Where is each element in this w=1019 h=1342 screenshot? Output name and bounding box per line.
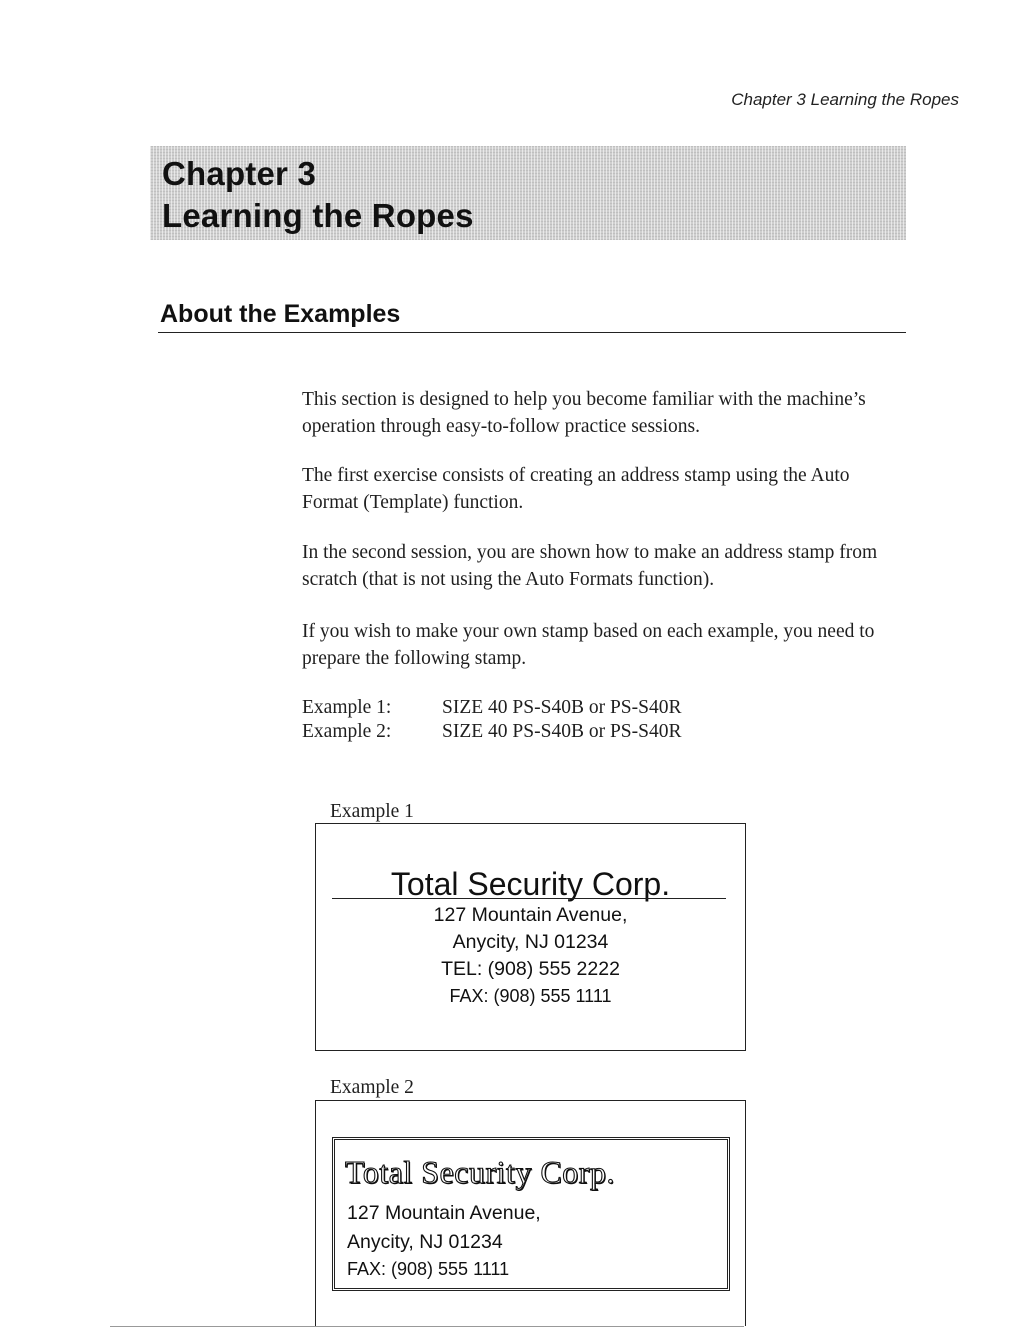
section-divider xyxy=(158,332,906,333)
example2-address-line: 127 Mountain Avenue, xyxy=(347,1202,541,1224)
example2-stamp-frame xyxy=(315,1100,746,1326)
example-size-value: SIZE 40 PS-S40B or PS-S40R xyxy=(442,721,682,742)
prepare-stamp-paragraph: If you wish to make your own stamp based on each example, you need to prepare the following stamp. xyxy=(302,621,875,669)
chapter-title: Learning the Ropes xyxy=(162,197,474,234)
example2-company-name: Total Security Corp. xyxy=(345,1154,615,1190)
second-session-paragraph: In the second session, you are shown how to make an address stamp from scratch (that is not using the Auto Formats function). xyxy=(302,542,878,590)
chapter-number: Chapter 3 xyxy=(162,155,317,192)
example2-caption: Example 2 xyxy=(330,1077,414,1098)
example1-underline xyxy=(332,898,726,899)
example2-address-line: Anycity, NJ 01234 xyxy=(347,1231,503,1253)
example-size-row xyxy=(302,697,681,719)
first-exercise-paragraph: The first exercise consists of creating an address stamp using the Auto Format (Template) function. xyxy=(302,465,850,513)
example1-company-name: Total Security Corp. xyxy=(390,866,671,902)
page-bottom-rule xyxy=(110,1326,744,1327)
example1-caption: Example 1 xyxy=(330,801,414,822)
example2-stamp-border xyxy=(332,1137,730,1291)
intro-paragraph: This section is designed to help you become familiar with the machine’s operation through easy-to-follow practice sessions. xyxy=(302,389,866,437)
example1-address-line: Anycity, NJ 01234 xyxy=(452,931,609,953)
running-header: Chapter 3 Learning the Ropes xyxy=(731,90,959,109)
example2-fax-line: FAX: (908) 555 1111 xyxy=(347,1259,510,1279)
example1-address-line: 127 Mountain Avenue, xyxy=(433,904,628,926)
section-title: About the Examples xyxy=(160,300,401,328)
example1-stamp-frame xyxy=(315,823,746,1051)
chapter-banner xyxy=(150,146,906,240)
example1-phone-line: TEL: (908) 555 2222 xyxy=(441,958,620,980)
example-size-label: Example 2: xyxy=(302,721,392,742)
example-size-value: SIZE 40 PS-S40B or PS-S40R xyxy=(442,697,682,718)
example-size-label: Example 1: xyxy=(302,697,392,718)
example-size-row xyxy=(302,721,681,743)
example1-fax-line: FAX: (908) 555 1111 xyxy=(449,986,612,1006)
